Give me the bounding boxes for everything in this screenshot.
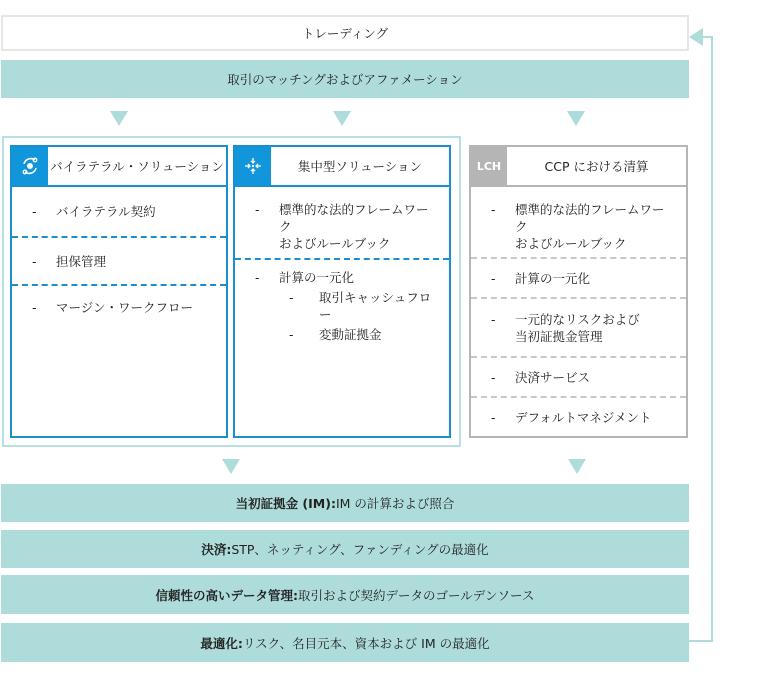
card-item: - 標準的な法的フレームワーク およびルールブック bbox=[255, 202, 429, 251]
bar-label-text: 取引および契約データのゴールデンソース bbox=[298, 587, 535, 603]
arrow-down-icon bbox=[568, 459, 586, 474]
card-subitem: - 取引キャッシュフロー bbox=[289, 290, 432, 322]
bilateral-orbit-icon bbox=[20, 156, 40, 176]
card-title: 集中型ソリューション bbox=[297, 159, 423, 174]
card-icon-box bbox=[235, 147, 271, 185]
lch-badge: LCH bbox=[471, 147, 507, 185]
card-header bbox=[471, 147, 686, 187]
arrow-down-icon bbox=[110, 111, 128, 126]
settlement-bar bbox=[1, 530, 689, 568]
card-item: - 一元的なリスクおよび 当初証拠金管理 bbox=[491, 311, 640, 344]
card-item: - 計算の一元化 - 取引キャッシュフロー - 変動証拠金 bbox=[235, 260, 449, 343]
feedback-loop-bottom bbox=[689, 640, 713, 642]
arrow-down-icon bbox=[333, 111, 351, 126]
trading-bar bbox=[1, 15, 689, 51]
card-subitem: - 変動証拠金 bbox=[289, 327, 382, 342]
card-item: - 決済サービス bbox=[491, 369, 591, 385]
initial-margin-bar bbox=[1, 484, 689, 522]
card-item: - 標準的な法的フレームワーク およびルールブック bbox=[491, 202, 665, 251]
matching-bar bbox=[1, 60, 689, 98]
card-title: バイラテラル・ソリューション bbox=[50, 159, 224, 174]
bar-label-text: IM の計算および照合 bbox=[335, 496, 455, 511]
card-item: - マージン・ワークフロー bbox=[32, 299, 193, 315]
feedback-loop-line bbox=[711, 36, 713, 642]
ccp-clearing-card bbox=[469, 145, 688, 438]
bilateral-solution-card bbox=[10, 145, 228, 438]
bar-label-bold: 最適化: bbox=[200, 635, 243, 651]
converge-arrows-icon bbox=[243, 156, 263, 176]
data-management-bar bbox=[1, 575, 689, 614]
card-title: CCP における清算 bbox=[544, 159, 649, 174]
arrow-down-icon bbox=[222, 459, 240, 474]
arrow-down-icon bbox=[567, 111, 585, 126]
bar-label-bold: 決済: bbox=[201, 542, 232, 557]
centralized-solution-card bbox=[233, 145, 451, 438]
card-item: - バイラテラル契約 bbox=[32, 204, 156, 219]
trading-label: トレーディング bbox=[301, 26, 389, 41]
card-header bbox=[12, 147, 226, 187]
arrow-left-icon bbox=[689, 28, 703, 46]
optimization-bar bbox=[1, 623, 689, 662]
card-icon-box bbox=[12, 147, 48, 185]
bar-label-text: リスク、名目元本、資本および IM の最適化 bbox=[242, 635, 490, 651]
bar-label-text: STP、ネッティング、ファンディングの最適化 bbox=[231, 542, 489, 557]
card-item: - デフォルトマネジメント bbox=[491, 409, 652, 425]
bar-label-bold: 当初証拠金 (IM): bbox=[235, 496, 336, 511]
card-item: - 計算の一元化 bbox=[491, 270, 591, 286]
card-header bbox=[235, 147, 449, 187]
matching-label: 取引のマッチングおよびアファメーション bbox=[227, 72, 463, 87]
card-item: - 担保管理 bbox=[32, 253, 107, 269]
bar-label-bold: 信頼性の高いデータ管理: bbox=[155, 587, 299, 603]
